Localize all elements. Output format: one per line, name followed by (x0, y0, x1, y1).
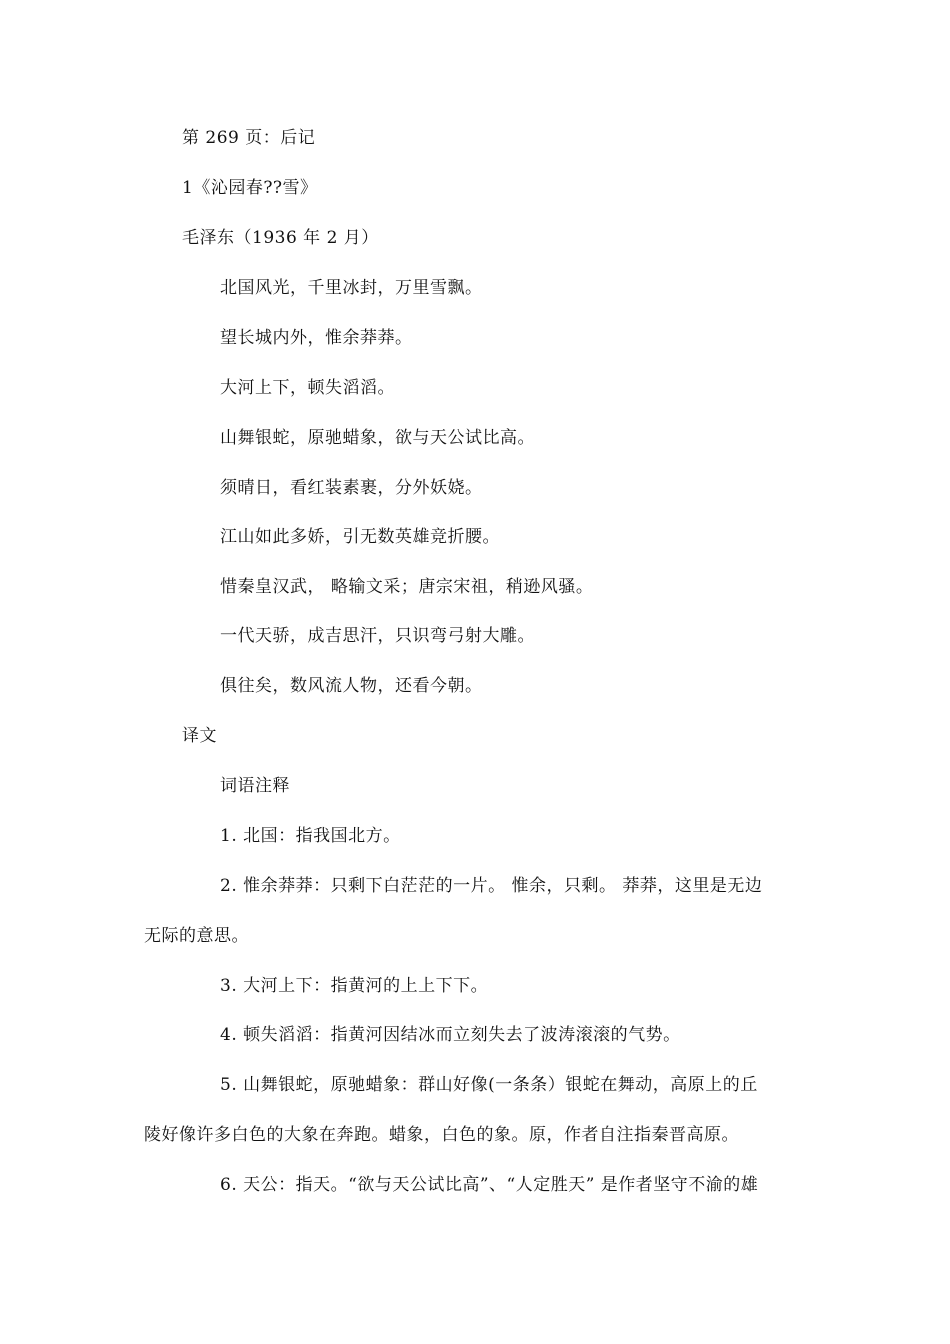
translation-heading: 译文 (182, 726, 217, 746)
poem-title: 1《沁园春??雪》 (182, 178, 318, 198)
author-date: 毛泽东（1936 年 2 月） (182, 228, 379, 248)
note-item: 5. 山舞银蛇，原驰蜡象：群山好像(一条条）银蛇在舞动，高原上的丘 (220, 1075, 758, 1095)
notes-heading: 词语注释 (220, 776, 290, 796)
poem-line: 山舞银蛇，原驰蜡象，欲与天公试比高。 (220, 428, 535, 448)
note-item: 1. 北国：指我国北方。 (220, 826, 401, 846)
note-item: 2. 惟余莽莽：只剩下白茫茫的一片。 惟余，只剩。 莽莽，这里是无边 (220, 876, 763, 896)
page-label: 第 269 页：后记 (182, 128, 316, 148)
poem-line: 大河上下，顿失滔滔。 (220, 378, 395, 398)
note-item-continuation: 无际的意思。 (144, 926, 249, 946)
poem-line: 须晴日，看红装素裹，分外妖娆。 (220, 478, 483, 498)
note-item: 6. 天公：指天。“欲与天公试比高”、“人定胜天” 是作者坚守不渝的雄 (220, 1175, 759, 1195)
poem-line: 北国风光，千里冰封，万里雪飘。 (220, 278, 483, 298)
note-item: 4. 顿失滔滔：指黄河因结冰而立刻失去了波涛滚滚的气势。 (220, 1025, 681, 1045)
poem-line: 惜秦皇汉武， 略输文采；唐宗宋祖，稍逊风骚。 (220, 577, 594, 597)
poem-line: 江山如此多娇，引无数英雄竞折腰。 (220, 527, 500, 547)
poem-line: 俱往矣，数风流人物，还看今朝。 (220, 676, 483, 696)
poem-line: 一代天骄，成吉思汗，只识弯弓射大雕。 (220, 626, 535, 646)
note-item-continuation: 陵好像许多白色的大象在奔跑。蜡象，白色的象。原，作者自注指秦晋高原。 (144, 1125, 739, 1145)
poem-line: 望长城内外，惟余莽莽。 (220, 328, 413, 348)
note-item: 3. 大河上下：指黄河的上上下下。 (220, 976, 489, 996)
